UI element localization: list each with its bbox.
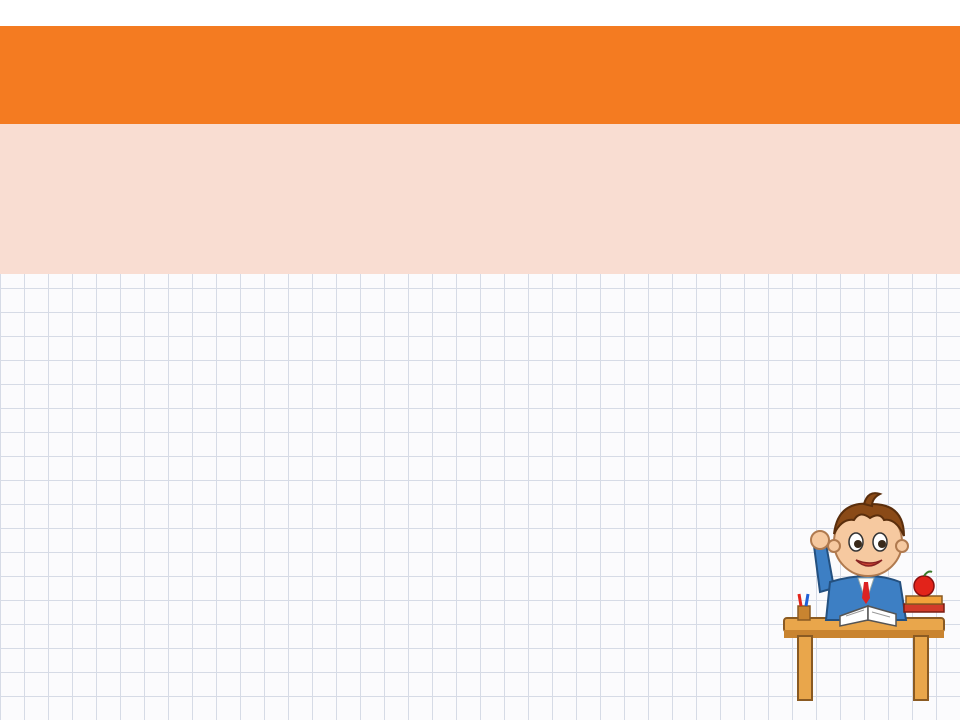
pencils-border <box>0 707 960 720</box>
header-band <box>0 26 960 124</box>
geometric-shapes-border <box>0 0 960 26</box>
schoolboy-at-desk-icon <box>780 470 960 710</box>
intro-box <box>0 124 960 274</box>
decorative-bottom-border <box>0 706 960 720</box>
decorative-top-border <box>0 0 960 26</box>
